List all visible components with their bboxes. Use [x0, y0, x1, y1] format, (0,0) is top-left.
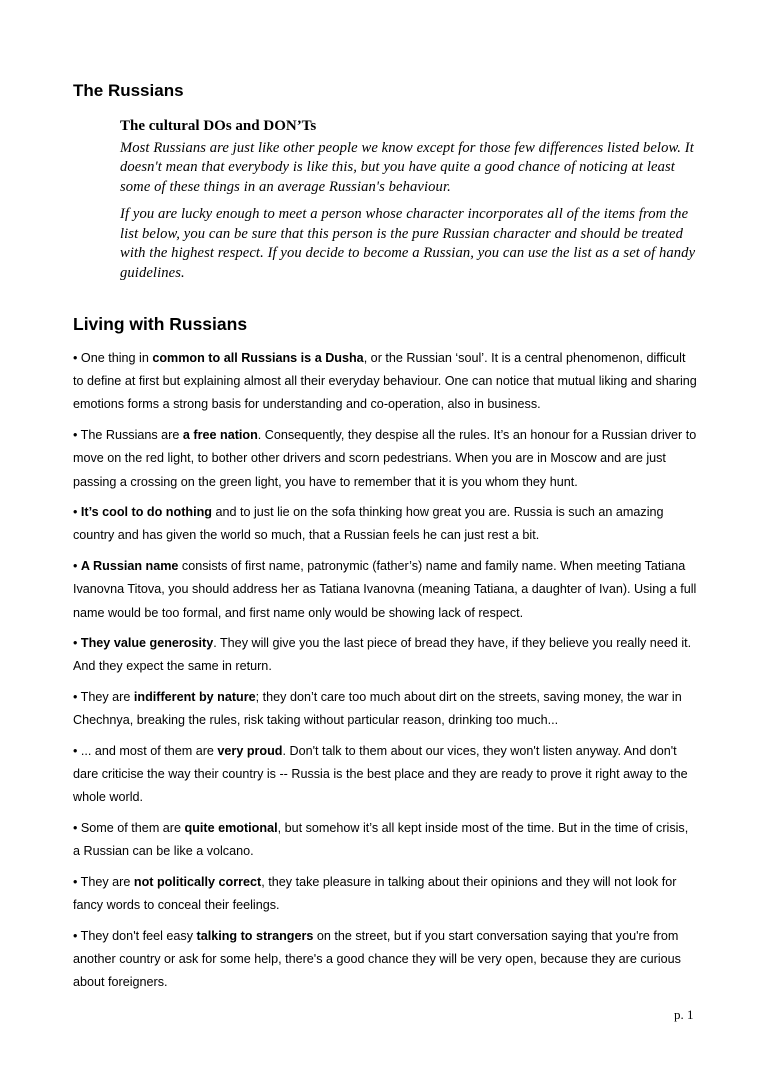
bullet-emphasis: a free nation [182, 428, 258, 443]
bullet-item: • A Russian name consists of first name, patronymic (father’s) name and family name. When meeting Tatiana Ivanovna Titova, you should address her as Tatiana Ivanovna (meaning Tatiana, a daughter of Ivan). Using a full name would be too formal, and first name only would be showing lack of respect. [73, 559, 697, 620]
bullet-emphasis: They value generosity [80, 636, 214, 651]
bullet-emphasis: A Russian name [80, 559, 179, 574]
bullet-item: • One thing in common to all Russians is a Dusha, or the Russian ‘soul’. It is a central phenomenon, difficult to define at first but explaining almost all their everyday behaviour. One can notice that mutual liking and sharing emotions forms a strong basis for understanding and co-operation, also in business. [73, 351, 697, 412]
bullet-item: • The Russians are a free nation. Consequently, they despise all the rules. It’s an honour for a Russian driver to move on the red light, to bother other drivers and scorn pedestrians. When you are in Moscow and are just passing a crossing on the green light, you have to remember that it is you whom they hunt. [73, 428, 697, 489]
section-heading: Living with Russians [73, 314, 248, 334]
bullet-emphasis: indifferent by nature [133, 690, 256, 705]
bullet-emphasis: talking to strangers [196, 928, 314, 943]
bullet-item: • It’s cool to do nothing and to just lie on the sofa thinking how great you are. Russia is such an amazing country and has given the world so much, that a Russian feels he can just rest a bit. [73, 505, 664, 543]
intro-block [120, 117, 700, 291]
bullet-item: • They are not politically correct, they take pleasure in talking about their opinions and they will not look for fancy words to conceal their feelings. [73, 875, 677, 913]
bullet-item: • They don't feel easy talking to strangers on the street, but if you start conversation saying that you're from another country or ask for some help, there's a good chance they will be very open, because they are curious about foreigners. [73, 928, 681, 990]
bullet-emphasis: quite emotional [184, 821, 278, 836]
bullet-emphasis: It’s cool to do nothing [80, 505, 212, 520]
bullet-list [73, 347, 698, 1002]
document-title: The Russians [73, 81, 184, 100]
bullet-item: • ... and most of them are very proud. Don't talk to them about our vices, they won't listen anyway. And don't dare criticise the way their country is -- Russia is the best place and they are ready to prove it right away to the whole world. [73, 744, 688, 805]
bullet-emphasis: common to all Russians is a Dusha [152, 351, 364, 365]
intro-paragraph: Most Russians are just like other people we know except for those few differences listed below. It doesn't mean that everybody is like this, but you have quite a good chance of noticing at least some of these things in an average Russian's behaviour. [120, 139, 694, 195]
bullet-emphasis: very proud [217, 744, 283, 759]
page-number: p. 1 [674, 1007, 694, 1022]
intro-paragraph: If you are lucky enough to meet a person whose character incorporates all of the items from the list below, you can be sure that this person is the pure Russian character and should be treated with the highest respect. If you decide to become a Russian, you can use the list as a set of handy guidelines. [120, 206, 696, 281]
intro-subheading: The cultural DOs and DON’Ts [120, 118, 317, 134]
bullet-emphasis: not politically correct [133, 875, 262, 890]
bullet-item: • They value generosity. They will give you the last piece of bread they have, if they believe you really need it. And they expect the same in return. [73, 636, 692, 674]
bullet-item: • They are indifferent by nature; they don’t care too much about dirt on the streets, saving money, the war in Chechnya, breaking the rules, risk taking without particular reason, drinking too much... [73, 690, 682, 728]
bullet-item: • Some of them are quite emotional, but somehow it’s all kept inside most of the time. But in the time of crisis, a Russian can be like a volcano. [73, 821, 689, 859]
